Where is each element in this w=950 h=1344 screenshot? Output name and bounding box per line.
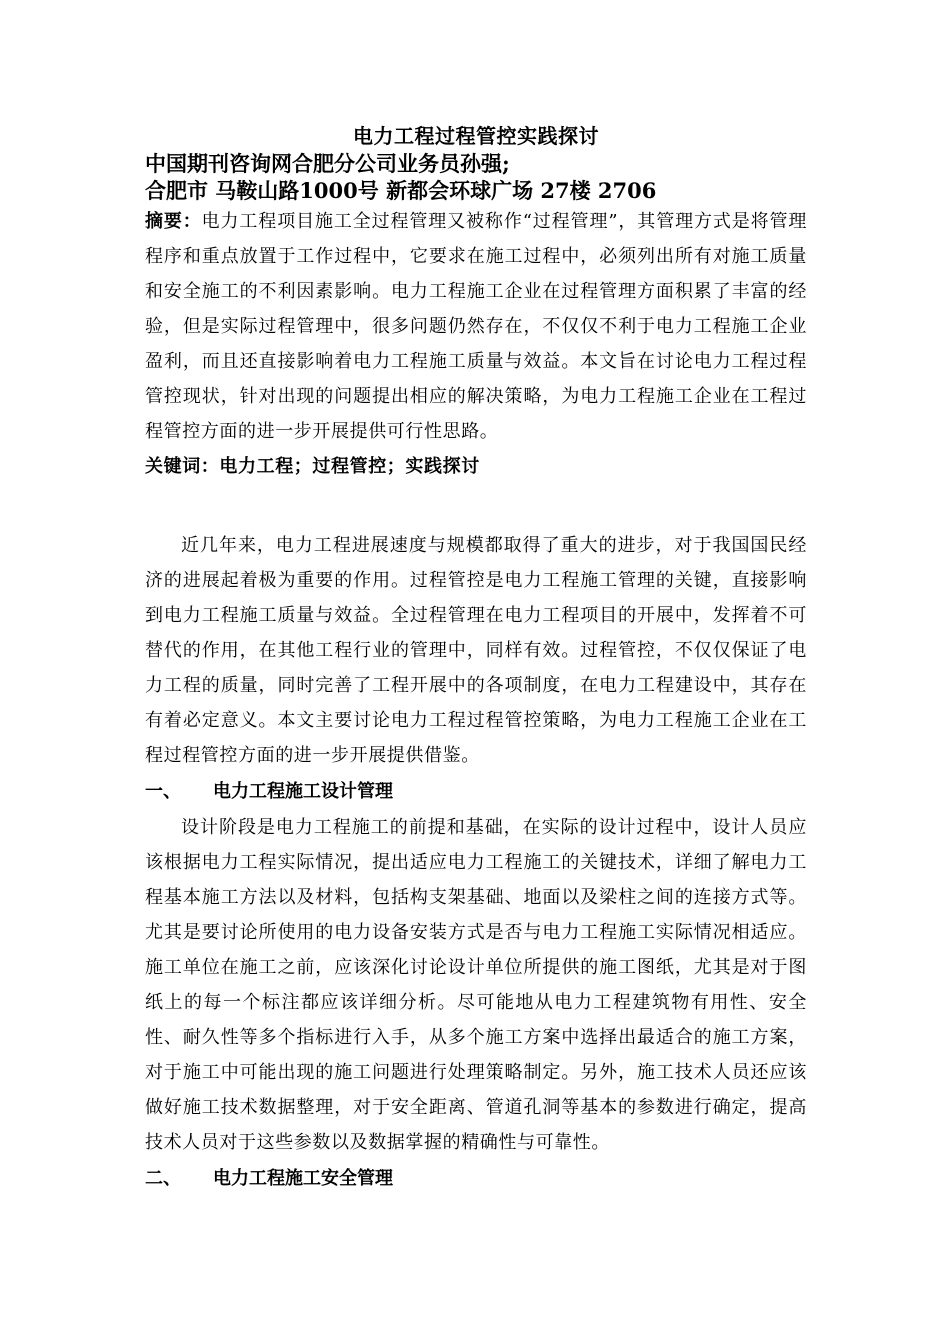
section-body-1: 设计阶段是电力工程施工的前提和基础，在实际的设计过程中，设计人员应该根据电力工程实际情况，提出适应电力工程施工的关键技术，详细了解电力工程基本施工方法以及材料，包括构支架基础、地面以及梁柱之间的连接方式等。尤其是要讨论所使用的电力设备安装方式是否与电力工程施工实际情况相适应。施工单位在施工之前，应该深化讨论设计单位所提供的施工图纸，尤其是对于图纸上的每一个标注都应该详细分析。尽可能地从电力工程建筑物有用性、安全性、耐久性等多个指标进行入手，从多个施工方案中选择出最适合的施工方案，对于施工中可能出现的施工问题进行处理策略制定。另外，施工技术人员还应该做好施工技术数据整理，对于安全距离、管道孔洞等基本的参数进行确定，提高技术人员对于这些参数以及数据掌握的精确性与可靠性。: [145, 817, 807, 1153]
section-number-1: 一、: [145, 781, 181, 802]
author-address: 合肥市 马鞍山路1000号 新都会环球广场 27楼 2706: [145, 178, 657, 203]
abstract-text: 电力工程项目施工全过程管理又被称作“过程管理”，其管理方式是将管理程序和重点放置于工作过程中，它要求在施工过程中，必须列出所有对施工质量和安全施工的不利因素影响。电力工程施工企业在过程管理方面积累了丰富的经验，但是实际过程管理中，很多问题仍然存在，不仅仅不利于电力工程施工企业盈利，而且还直接影响着电力工程施工质量与效益。本文旨在讨论电力工程过程管控现状，针对出现的问题提出相应的解决策略，为电力工程施工企业在工程过程管控方面的进一步开展提供可行性思路。: [145, 211, 807, 442]
section-number-2: 二、: [145, 1168, 181, 1189]
keywords-line: 关键词：电力工程；过程管控；实践探讨: [145, 456, 480, 477]
section-title-2: 电力工程施工安全管理: [213, 1168, 393, 1189]
document-title: 电力工程过程管控实践探讨: [353, 124, 599, 148]
section-title-1: 电力工程施工设计管理: [213, 781, 393, 802]
abstract-paragraph: [145, 204, 807, 449]
intro-paragraph: 近几年来，电力工程进展速度与规模都取得了重大的进步，对于我国国民经济的进展起着极为重要的作用。过程管控是电力工程施工管理的关键，直接影响到电力工程施工质量与效益。全过程管理在电力工程项目的开展中，发挥着不可替代的作用，在其他工程行业的管理中，同样有效。过程管控，不仅仅保证了电力工程的质量，同时完善了工程开展中的各项制度，在电力工程建设中，其存在有着必定意义。本文主要讨论电力工程过程管控策略，为电力工程施工企业在工程过程管控方面的进一步开展提供借鉴。: [145, 535, 807, 766]
section-heading-2: [145, 1160, 807, 1197]
section-heading-1: [145, 773, 807, 810]
document-page: [145, 122, 807, 1197]
abstract-label: 摘要：: [145, 211, 202, 232]
paragraph-spacer: [145, 484, 807, 528]
author-affiliation: 中国期刊咨询网合肥分公司业务员孙强;: [145, 151, 510, 176]
